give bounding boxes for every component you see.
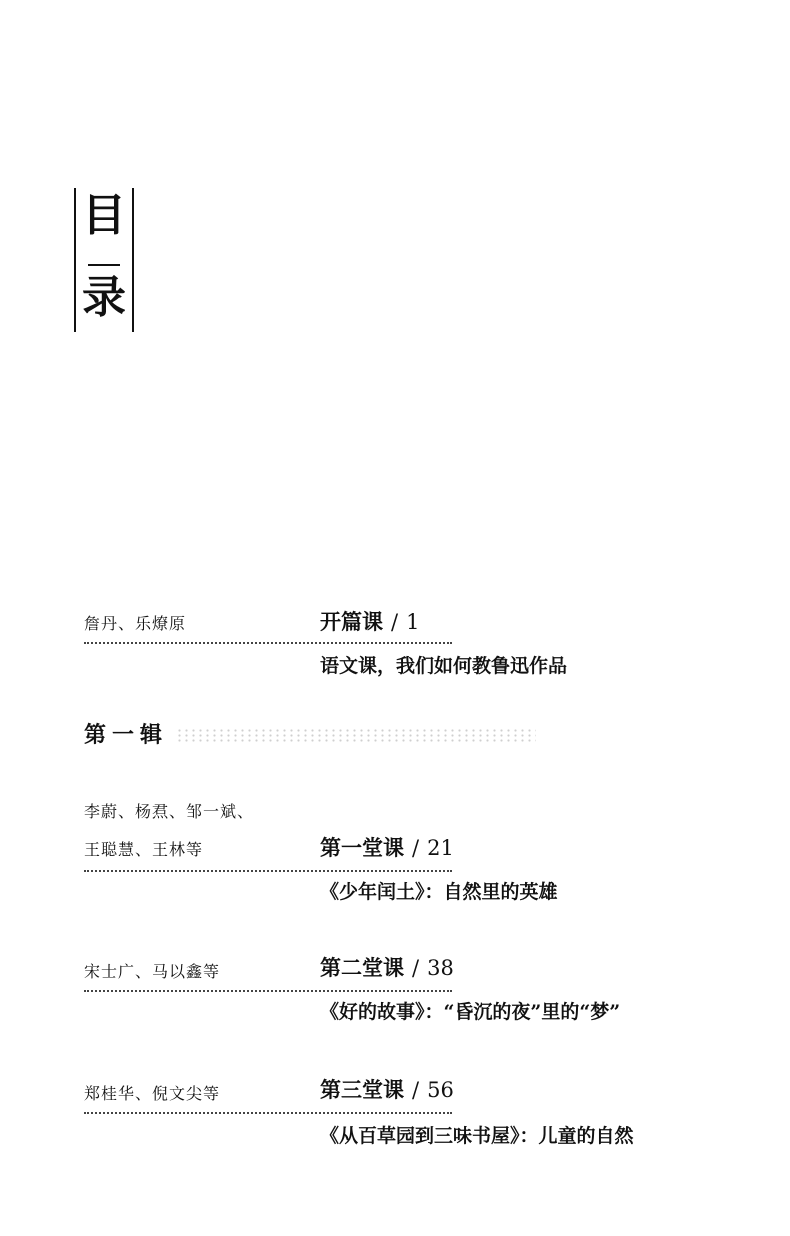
toc-entry-lesson-1[interactable] [84,800,558,910]
entry-separator: / [412,1078,420,1102]
contents-title [74,180,134,340]
section-decoration [176,728,536,742]
entry-lesson-heading [320,610,419,634]
title-mid-rule [88,264,120,266]
toc-entry-lesson-2[interactable] [84,955,621,1036]
entry-lesson-title: 开篇课 [320,609,383,634]
entry-authors: 詹丹、乐燎原 [84,614,187,633]
section-header [84,720,544,752]
entry-lesson-title: 第三堂课 [320,1077,404,1102]
toc-entry-lesson-3[interactable] [84,1077,634,1158]
entry-authors-line2: 王聪慧、王林等 [84,840,204,859]
entry-lesson-heading [320,836,454,860]
entry-separator: / [412,836,420,860]
entry-separator: / [412,956,420,980]
entry-authors: 宋士广、马以鑫等 [84,962,221,981]
entry-lesson-heading [320,1078,454,1102]
section-title: 第一辑 [84,722,169,748]
dotted-leader [84,990,452,992]
entry-authors: 郑桂华、倪文尖等 [84,1084,221,1103]
dotted-leader [84,870,452,872]
entry-separator: / [391,610,399,634]
entry-page-number: 1 [406,610,420,634]
toc-entry-prologue[interactable] [84,609,568,680]
entry-page-number: 38 [427,956,454,980]
entry-page-number: 56 [427,1078,454,1102]
entry-lesson-title: 第二堂课 [320,955,404,980]
dotted-leader [84,642,452,644]
entry-subtitle: 《从百草园到三味书屋》：儿童的自然 [320,1125,634,1147]
entry-subtitle: 《少年闰土》：自然里的英雄 [320,881,558,903]
entry-page-number: 21 [427,836,454,860]
dotted-leader [84,1112,452,1114]
title-char-mu: 目 [82,190,126,241]
entry-lesson-title: 第一堂课 [320,835,404,860]
entry-lesson-heading [320,956,454,980]
entry-subtitle: 语文课，我们如何教鲁迅作品 [320,655,568,677]
entry-authors-line1: 李蔚、杨焄、邹一斌、 [84,802,255,821]
entry-subtitle: 《好的故事》：“昏沉的夜”里的“梦” [320,1001,621,1023]
title-char-lu: 录 [82,272,126,323]
